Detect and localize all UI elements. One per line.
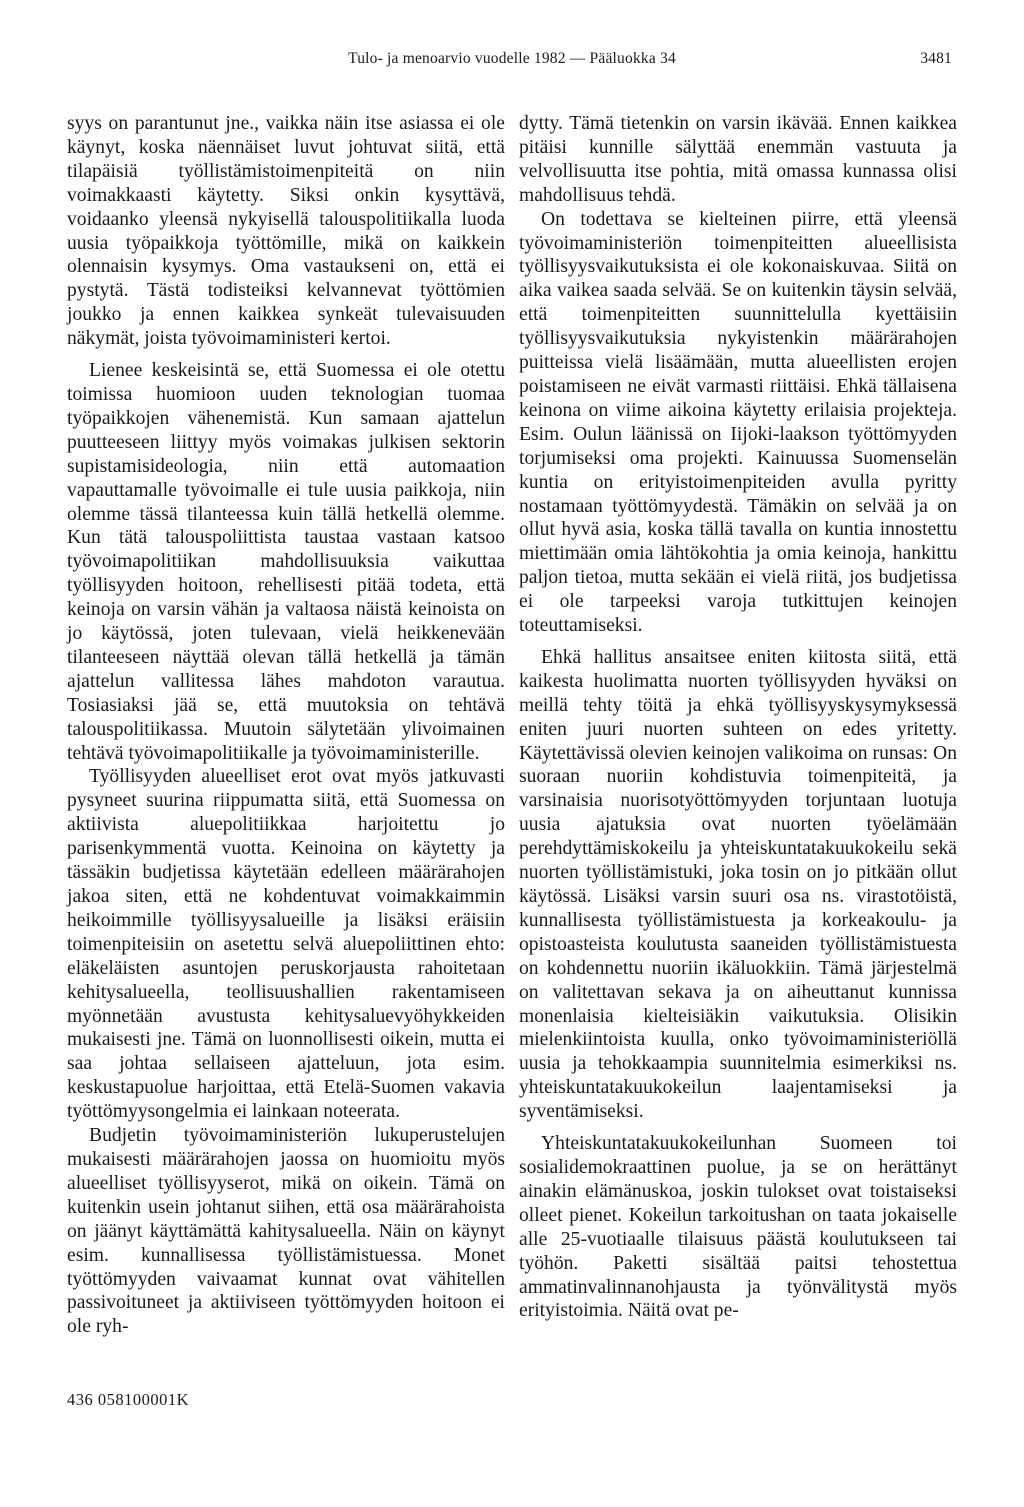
paragraph: Yhteiskuntatakuukokeilunhan Suomeen toi sosialidemokraattinen puolue, ja se on herättänyt ainakin elämänuskoa, joskin tulokset ovat toistaiseksi olleet pienet. Kokeilun tarkoitushan on taata jokaiselle alle 25-vuotiaalle tilaisuus päästä koulutukseen tai työhön. Paketti sisältää paitsi tehostettua ammatinvalinnanohjausta ja työnvälitystä myös erityistoimia. Näitä ovat pe- (519, 1133, 957, 1322)
right-column (519, 112, 957, 1323)
paragraph: Työllisyyden alueelliset erot ovat myös jatkuvasti pysyneet suurina riippumatta siitä, että Suomessa on aktiivista aluepolitiikkaa harjoitettu jo parisenkymmentä vuotta. Keinoina on käytetty ja tässäkin budjetissa käytetään edelleen määrärahojen jakoa siten, että ne kohdentuvat voimakkaimmin heikoimmille työllisyysalueille ja lisäksi eräisiin toimenpiteisiin on asetettu selvä aluepoliittinen ehto: eläkeläisten asuntojen peruskorjausta rahoitetaan kehitysalueella, teollisuushallien rakentamiseen myönnetään avustusta kehitysaluevyöhykkeiden mukaisesti jne. Tämä on luonnollisesti oikein, mutta ei saa johtaa sellaiseen ajatteluun, jota esim. keskustapuolue harjoittaa, että Etelä-Suomen vakavia työttömyysongelmia ei lainkaan noteerata. (67, 766, 505, 1123)
footer-code: 436 058100001K (67, 1390, 190, 1409)
running-title: Tulo- ja menoarvio vuodelle 1982 — Pääluokka 34 (348, 50, 676, 67)
paragraph: On todettava se kielteinen piirre, että yleensä työvoimaministeriön toimenpiteitten alueellisista työllisyysvaikutuksista ei ole kokonaiskuvaa. Siitä on aika vaikea saada selvää. Se on kuitenkin täysin selvää, että toimenpiteitten suunnittelulla kyettäisiin työllisyysvaikutuksia nykyistenkin määrärahojen puitteissa vielä lisäämään, mutta alueellisten erojen poistamiseen ne eivät varmasti riittäisi. Ehkä tällaisena keinona on viime aikoina käytetty erilaisia projekteja. Esim. Oulun läänissä on Iijoki-laakson työttömyyden torjumiseksi oma projekti. Kainuussa Suomenselän kuntia on erityistoimenpiteiden avulla pyritty nostamaan työttömyydestä. Tämäkin on selvää ja on ollut hyvä asia, koska tällä tavalla on kuntia innostettu miettimään omia lähtökohtia ja omia keinoja, hankittu paljon tietoa, mutta sekään ei vielä riitä, jos budjetissa ei ole tarpeeksi varoja tutkittujen keinojen toteuttamiseksi. (519, 208, 957, 637)
paragraph: Budjetin työvoimaministeriön lukuperustelujen mukaisesti määrärahojen jaossa on huomioitu myös alueelliset työllisyyserot, mikä on oikein. Tämä on kuitenkin usein johtanut siihen, että osa määrärahoista on jäänyt käyttämättä kahitysalueella. Näin on käynyt esim. kunnallisessa työllistämistuessa. Monet työttömyyden vaivaamat kunnat ovat vähitellen passivoituneet ja aktiiviseen työttömyyden hoitoon ei ole ryh- (67, 1125, 505, 1338)
paragraph: dytty. Tämä tietenkin on varsin ikävää. Ennen kaikkea pitäisi kunnille sälyttää enemmän vastuuta ja velvollisuutta itse pohtia, mitä omassa kunnassa olisi mahdollisuus tehdä. (519, 113, 957, 206)
paragraph: syys on parantunut jne., vaikka näin itse asiassa ei ole käynyt, koska näennäiset luvut johtuvat siitä, että tilapäisiä työllistämistoimenpiteitä on niin voimakkaasti käytetty. Siksi onkin kysyttävä, voidaanko yleensä nykyisellä talouspolitiikalla luoda uusia työpaikkoja työttömille, mikä on kaikkein olennaisin kysymys. Oma vastaukseni on, että ei pystytä. Tästä todisteiksi kelvannevat työttömien joukko ja ennen kaikkea synkeät tulevaisuuden näkymät, joista työvoimaministeri kertoi. (67, 113, 505, 350)
page-header (0, 50, 1024, 74)
page-number: 3481 (920, 50, 952, 67)
paragraph: Lienee keskeisintä se, että Suomessa ei ole otettu toimissa huomioon uuden teknologian tuomaa työpaikkojen vähenemistä. Kun samaan ajattelun puutteeseen liittyy myös voimakas julkisen sektorin supistamisideologia, niin että automaation vapauttamalle työvoimalle ei tule uusia paikkoja, niin olemme tässä tilanteessa kuin tällä hetkellä olemme. Kun tätä talouspoliittista taustaa vastaan katsoo työvoimapolitiikan mahdollisuuksia vaikuttaa työllisyyden hoitoon, rehellisesti pitää todeta, että keinoja on varsin vähän ja valtaosa näistä keinoista on jo käytössä, joten tulevaan, vielä heikkenevään tilanteeseen näyttää olevan tällä hetkellä ja tämän ajattelun vallitessa lähes mahdoton varautua. Tosiasiaksi jää se, että muutoksia on tehtävä talouspolitiikassa. Muutoin sälytetään ylivoimainen tehtävä työvoimapolitiikalle ja työvoimaministerille. (67, 360, 505, 764)
left-column (67, 112, 505, 1339)
paragraph: Ehkä hallitus ansaitsee eniten kiitosta siitä, että kaikesta huolimatta nuorten työllisyyden hyväksi on meillä tehty töitä ja ehkä työllisyyskysymyksessä eniten juuri nuorten suhteen on edes yritetty. Käytettävissä olevien keinojen valikoima on runsas: On suoraan nuoriin kohdistuvia toimenpiteitä, ja varsinaisia nuorisotyöttömyyden torjuntaan luotuja uusia ajatuksia ovat nuorten työelämään perehdyttämiskokeilu ja yhteiskuntatakuukokeilu sekä nuorten työllistämistuki, joka tosin on jo pitkään ollut käytössä. Lisäksi varsin suuri osa ns. virastotöistä, kunnallisesta työllistämistuesta ja korkeakoulu- ja opistoasteista koulutusta saaneiden työllistämistuesta on kohdennettu nuoriin ikäluokkiin. Tämä järjestelmä on valitettavan sekava ja on aiheuttanut kunnissa monenlaisia kielteisiäkin vaikutuksia. Olisikin mielenkiintoista kuulla, onko työvoimaministeriöllä uusia ja tehokkaampia suunnitelmia esimerkiksi ns. yhteiskuntatakuukokeilun laajentamiseksi ja syventämiseksi. (519, 646, 957, 1123)
